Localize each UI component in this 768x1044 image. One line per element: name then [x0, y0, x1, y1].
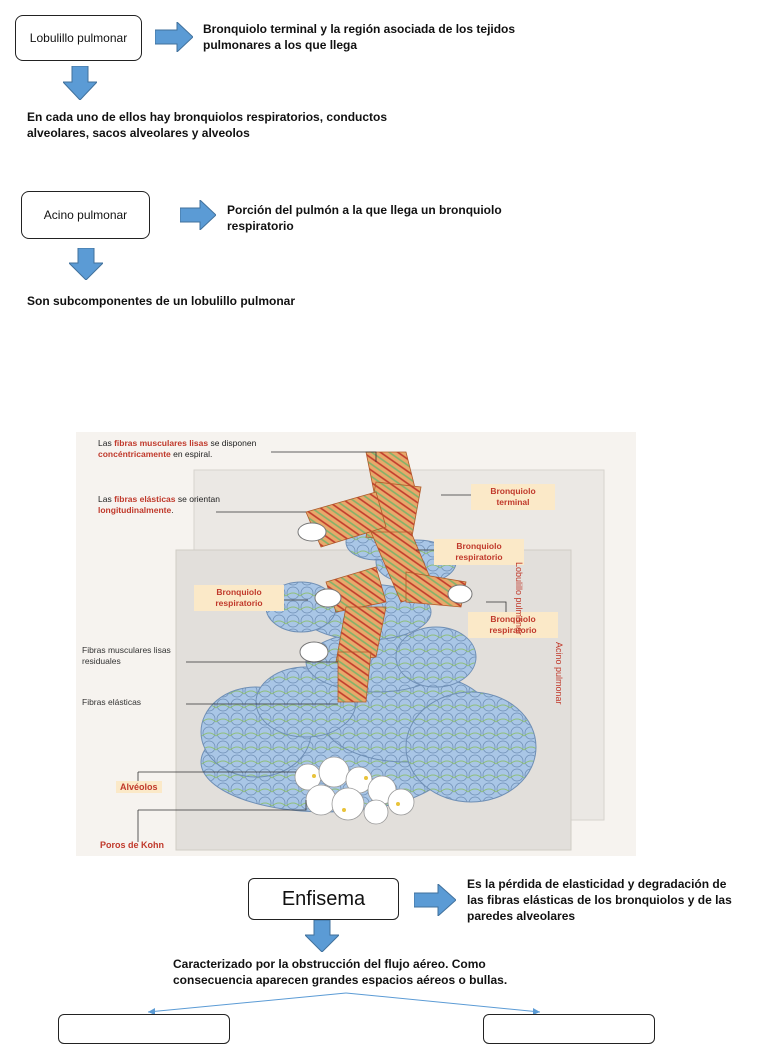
elastic-fiber-note: Las fibras elásticas se orientan longitudinalmente.	[98, 494, 220, 515]
right-arrow-icon	[414, 884, 456, 916]
resp-bronchiole-right-label: Bronquiolo respiratorio	[468, 612, 558, 638]
lobulillo-box-label: Lobulillo pulmonar	[29, 31, 128, 45]
lobulillo-box	[15, 15, 142, 61]
smooth-muscle-note: Las fibras musculares lisas se disponen concéntricamente en espiral.	[98, 438, 257, 459]
acino-box-label: Acino pulmonar	[43, 208, 128, 222]
enfisema-box-label: Enfisema	[281, 887, 366, 910]
resp-bronchiole-left-label: Bronquiolo respiratorio	[194, 585, 284, 611]
acino-box	[21, 191, 150, 239]
down-arrow-icon	[305, 920, 339, 952]
alveoli-label: Alvéolos	[116, 781, 162, 793]
terminal-bronchiole-label: Bronquiolo terminal	[471, 484, 555, 510]
acino-detail: Son subcomponentes de un lobulillo pulmonar	[27, 294, 296, 308]
acino-definition: Porción del pulmón a la que llega un bronquiolo respiratorio	[227, 203, 502, 233]
left-child-box	[58, 1014, 230, 1044]
enfisema-box	[248, 878, 399, 920]
down-arrow-icon	[63, 66, 97, 100]
down-arrow-icon	[69, 248, 103, 280]
lobulillo-vertical-label: Lobulillo pulmonar	[514, 562, 524, 636]
right-child-box	[483, 1014, 655, 1044]
acino-vertical-label: Acino pulmonar	[554, 642, 564, 705]
right-arrow-icon	[180, 200, 216, 230]
right-arrow-icon	[155, 22, 193, 52]
lobulillo-definition: Bronquiolo terminal y la región asociada de los tejidos pulmonares a los que llega	[203, 22, 516, 52]
kohn-pores-label: Poros de Kohn	[100, 840, 165, 850]
lung-lobule-figure	[76, 432, 636, 856]
residual-smooth-muscle-label: Fibras musculares lisas residuales	[82, 645, 171, 666]
enfisema-definition: Es la pérdida de elasticidad y degradación de las fibras elásticas de los bronquiolos y de las paredes alveolares	[467, 877, 732, 923]
elastic-fibers-label: Fibras elásticas	[82, 697, 142, 707]
lobulillo-detail: En cada uno de ellos hay bronquiolos respiratorios, conductos alveolares, sacos alveolares y alveolos	[27, 110, 388, 140]
resp-bronchiole-center-label: Bronquiolo respiratorio	[434, 539, 524, 565]
enfisema-detail: Caracterizado por la obstrucción del flujo aéreo. Como consecuencia aparecen grandes espacios aéreos o bullas.	[173, 957, 508, 987]
